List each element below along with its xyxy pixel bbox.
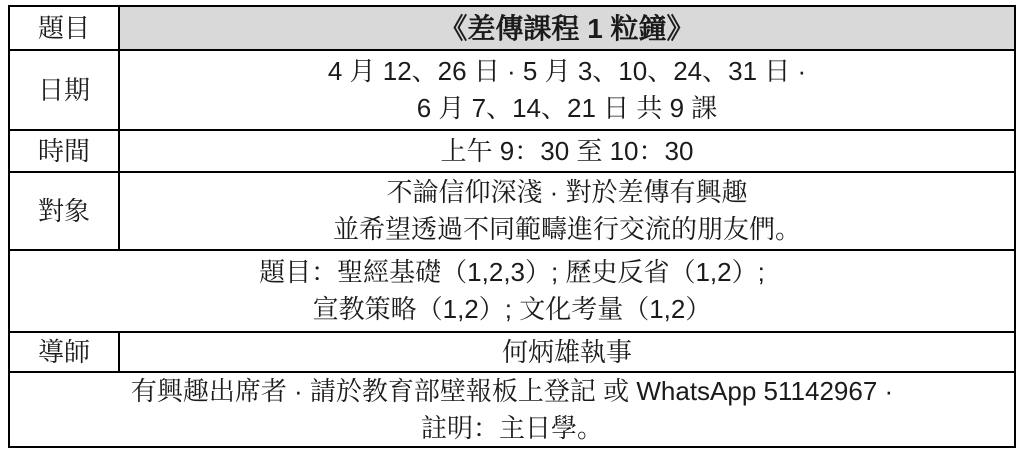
table-row-topics	[10, 251, 1014, 333]
registration-line-2: 註明：主日學。	[420, 412, 603, 443]
topics-line-1: 題目：聖經基礎（1,2,3）; 歷史反省（1,2）;	[259, 257, 765, 287]
table-row-registration	[10, 373, 1014, 446]
registration-line-1: 有興趣出席者 · 請於教育部壁報板上登記 或 WhatsApp 51142967 ·	[130, 375, 894, 406]
audience-value-cell	[120, 173, 1014, 249]
instructor-label-cell	[10, 333, 120, 371]
registration-merged-cell	[10, 373, 1014, 446]
audience-label-cell	[10, 173, 120, 249]
audience-line-2: 並希望透過不同範疇進行交流的朋友們。	[332, 214, 801, 244]
table-row-dates	[10, 51, 1014, 131]
table-row-audience	[10, 173, 1014, 251]
table-row-instructor	[10, 333, 1014, 373]
dates-line-2: 6 月 7、14、21 日 共 9 課	[416, 93, 718, 123]
dates-label-cell	[10, 51, 120, 129]
topics-line-2: 宣教策略（1,2）; 文化考量（1,2）	[312, 294, 712, 324]
time-label-text: 時間	[37, 135, 90, 166]
audience-label-text: 對象	[37, 195, 90, 226]
time-label-cell	[10, 131, 120, 171]
title-value-cell	[120, 7, 1014, 49]
audience-line-1: 不論信仰深淺 · 對於差傳有興趣	[386, 177, 748, 207]
table-row-title	[10, 7, 1014, 51]
dates-value-cell	[120, 51, 1014, 129]
dates-label-text: 日期	[37, 74, 90, 105]
dates-line-1: 4 月 12、26 日 · 5 月 3、10、24、31 日 ·	[327, 56, 807, 86]
title-label-text: 題目	[37, 12, 90, 43]
course-info-table	[8, 5, 1016, 448]
table-row-time	[10, 131, 1014, 173]
instructor-label-text: 導師	[37, 336, 90, 367]
instructor-value-text: 何炳雄執事	[501, 336, 632, 367]
instructor-value-cell	[120, 333, 1014, 371]
topics-merged-cell	[10, 251, 1014, 331]
time-value-text: 上午 9：30 至 10：30	[440, 135, 694, 166]
course-title-text: 《差傳課程 1 粒鐘》	[439, 12, 695, 44]
time-value-cell	[120, 131, 1014, 171]
title-label-cell	[10, 7, 120, 49]
